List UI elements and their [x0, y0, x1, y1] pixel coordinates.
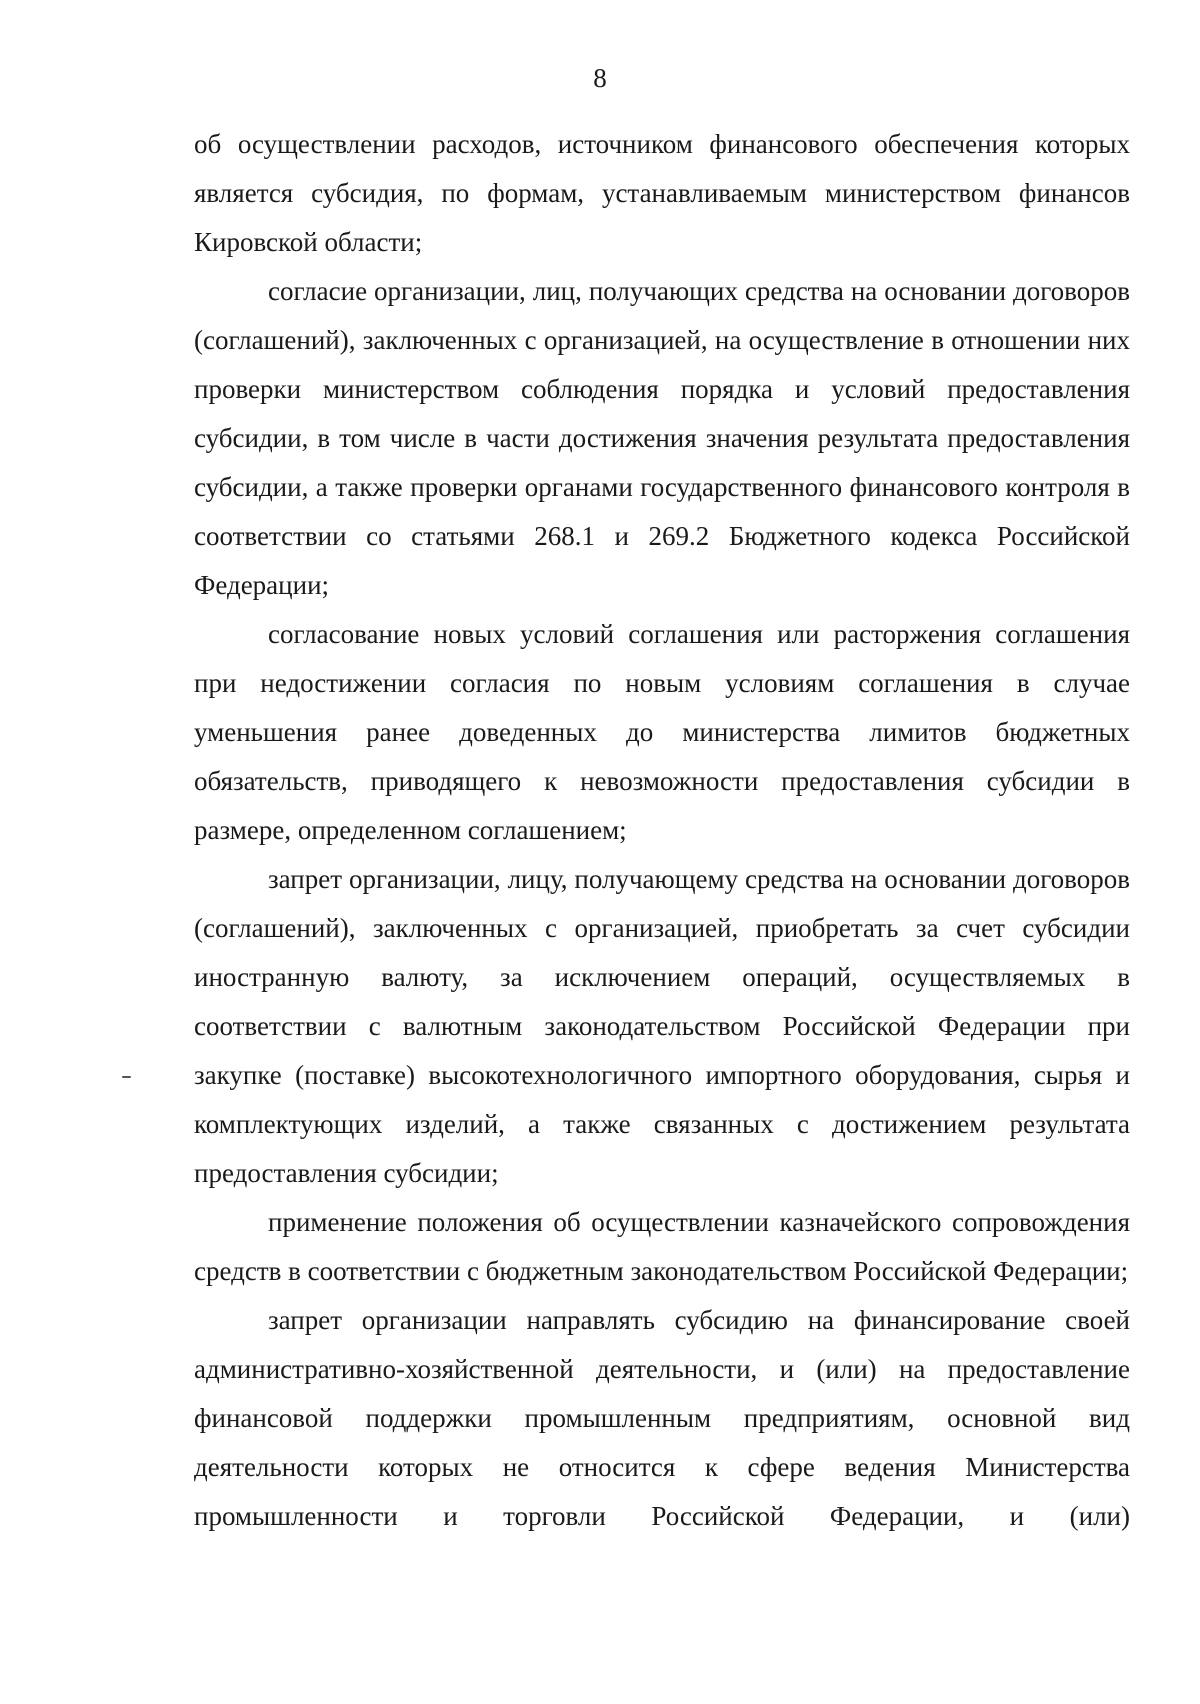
paragraph-agreement-conditions: согласование новых условий соглашения или расторжения соглашения при недостижении согласия по новым условиям соглашения в случае уменьшения ранее доведенных до министерства лимитов бюджетных обязательств, приводящего к невозможности предоставления субсидии в размере, определенном соглашением; [194, 619, 1130, 845]
paragraph-consent-inspection: согласие организации, лиц, получающих средства на основании договоров (соглашений), заключенных с организацией, на осуществление в отношении них проверки министерством соблюдения порядка и условий предоставления субсидии, в том числе в части достижения значения результата предоставления субсидии, а также проверки органами государственного финансового контроля в соответствии со статьями 268.1 и 269.2 Бюджетного кодекса Российской Федерации; [194, 276, 1130, 600]
paragraph-treasury-support: применение положения об осуществлении казначейского сопровождения средств в соответствии с бюджетным законодательством Российской Федерации; [194, 1207, 1130, 1286]
page-number: 8 [593, 63, 607, 93]
scan-speck [122, 1076, 131, 1078]
paragraph-currency-ban: запрет организации, лицу, получающему средства на основании договоров (соглашений), заключенных с организацией, приобретать за счет субсидии иностранную валюту, за исключением операций, осуществляемых в соответствии с валютным законодательством Российской Федерации при закупке (поставке) высокотехнологичного импортного оборудования, сырья и комплектующих изделий, а также связанных с достижением результата предоставления субсидии; [194, 864, 1130, 1188]
paragraph-continuation: об осуществлении расходов, источником финансового обеспечения которых является субсидия, по формам, устанавливаемым министерством финансов Кировской области; [194, 129, 1130, 257]
paragraph-spending-ban: запрет организации направлять субсидию на финансирование своей административно-хозяйственной деятельности, и (или) на предоставление финансовой поддержки промышленным предприятиям, основной вид деятельности которых не относится к сфере ведения Министерства промышленности и торговли Российской Федерации, и (или) [194, 1305, 1130, 1531]
page-body [194, 120, 1130, 1541]
